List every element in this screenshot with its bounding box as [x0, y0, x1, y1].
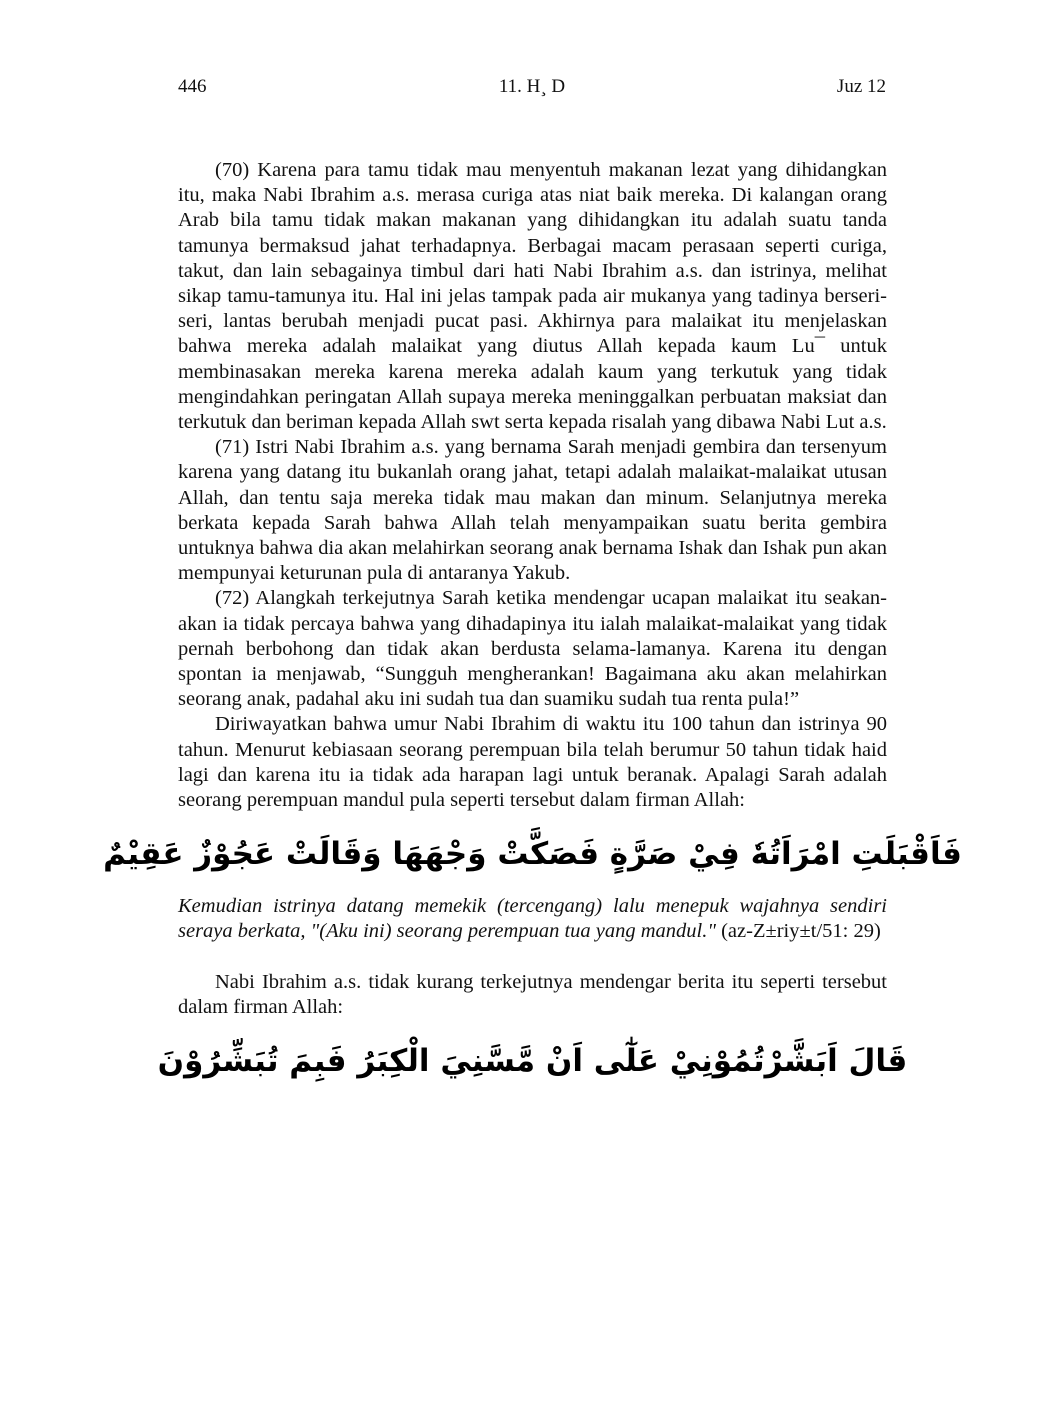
- translation-text: Kemudian istrinya datang memekik (tercengang) lalu menepuk wajahnya sendiri seraya berkata, "(Aku ini) seorang perempuan tua yang mandul.": [178, 895, 887, 943]
- verse-citation: (az-Z±riy±t/51: 29): [715, 920, 881, 943]
- chapter-title: 11. H¸ D: [498, 76, 566, 97]
- paragraph-ibrahim: Nabi Ibrahim a.s. tidak kurang terkejutnya mendengar berita itu seperti tersebut dalam firman Allah:: [178, 970, 887, 1018]
- juz-label: Juz 12: [836, 76, 886, 97]
- arabic-verse-2: قَالَ اَبَشَّرْتُمُوْنِيْ عَلٰٓى اَنْ مَّسَّنِيَ الْكِبَرُ فَبِمَ تُبَشِّرُوْنَ: [157, 1042, 908, 1079]
- paragraph-age: Diriwayatkan bahwa umur Nabi Ibrahim di waktu itu 100 tahun dan istrinya 90 tahun. Menurut kebiasaan seorang perempuan bila telah berumur 50 tahun tidak haid lagi dan karena itu ia tidak ada harapan lagi untuk beranak. Apalagi Sarah adalah seorang perempuan mandul pula seperti tersebut dalam firman Allah:: [178, 713, 887, 812]
- page-header: [178, 76, 886, 100]
- arabic-verse-1: فَاَقْبَلَتِ امْرَاَتُهٗ فِيْ صَرَّةٍ فَصَكَّتْ وَجْهَهَا وَقَالَتْ عَجُوْزٌ عَقِيْمٌ: [103, 836, 962, 873]
- page-body: [103, 158, 962, 1093]
- paragraph-70: (70) Karena para tamu tidak mau menyentuh makanan lezat yang dihidangkan itu, maka Nabi Ibrahim a.s. merasa curiga atas niat baik mereka. Di kalangan orang Arab bila tamu tidak makan makanan yang dihidangkan itu adalah suatu tanda tamunya bermaksud jahat terhadapnya. Berbagai macam perasaan seperti curiga, takut, dan lain sebagainya timbul dari hati Nabi Ibrahim a.s. dan istrinya, melihat sikap tamu-tamunya itu. Hal ini jelas tampak pada air mukanya yang tadinya berseri-seri, lantas berubah menjadi pucat pasi. Akhirnya para malaikat itu menjelaskan bahwa mereka adalah malaikat yang diutus Allah kepada kaum Lu¯ untuk membinasakan mereka karena mereka adalah kaum yang terkutuk yang tidak mengindahkan peringatan Allah supaya mereka meninggalkan perbuatan maksiat dan terkutuk dan beriman kepada Allah swt serta kepada risalah yang dibawa Nabi Lut a.s.: [178, 159, 887, 434]
- page-number: 446: [178, 76, 207, 97]
- paragraph-72: (72) Alangkah terkejutnya Sarah ketika mendengar ucapan malaikat itu seakan-akan ia tidak percaya bahwa yang dihadapinya itu ialah malaikat-malaikat yang tidak pernah berbohong dan tidak akan berdusta selama-lamanya. Karena itu dengan spontan ia menjawab, “Sungguh mengherankan! Bagaimana aku akan melahirkan seorang anak, padahal aku ini sudah tua dan suamiku sudah tua renta pula!”: [178, 587, 887, 711]
- spacer: [178, 945, 887, 970]
- paragraph-71: (71) Istri Nabi Ibrahim a.s. yang bernama Sarah menjadi gembira dan tersenyum karena yang datang itu bukanlah orang jahat, tetapi adalah malaikat-malaikat utusan Allah, dan tentu saja mereka tidak mau makan dan minum. Selanjutnya mereka berkata kepada Sarah bahwa Allah telah menyampaikan suatu berita gembira untuknya bahwa dia akan melahirkan seorang anak bernama Ishak dan Ishak pun akan mempunyai keturunan pula di antaranya Yakub.: [178, 436, 887, 585]
- verse-translation-1: [178, 894, 887, 944]
